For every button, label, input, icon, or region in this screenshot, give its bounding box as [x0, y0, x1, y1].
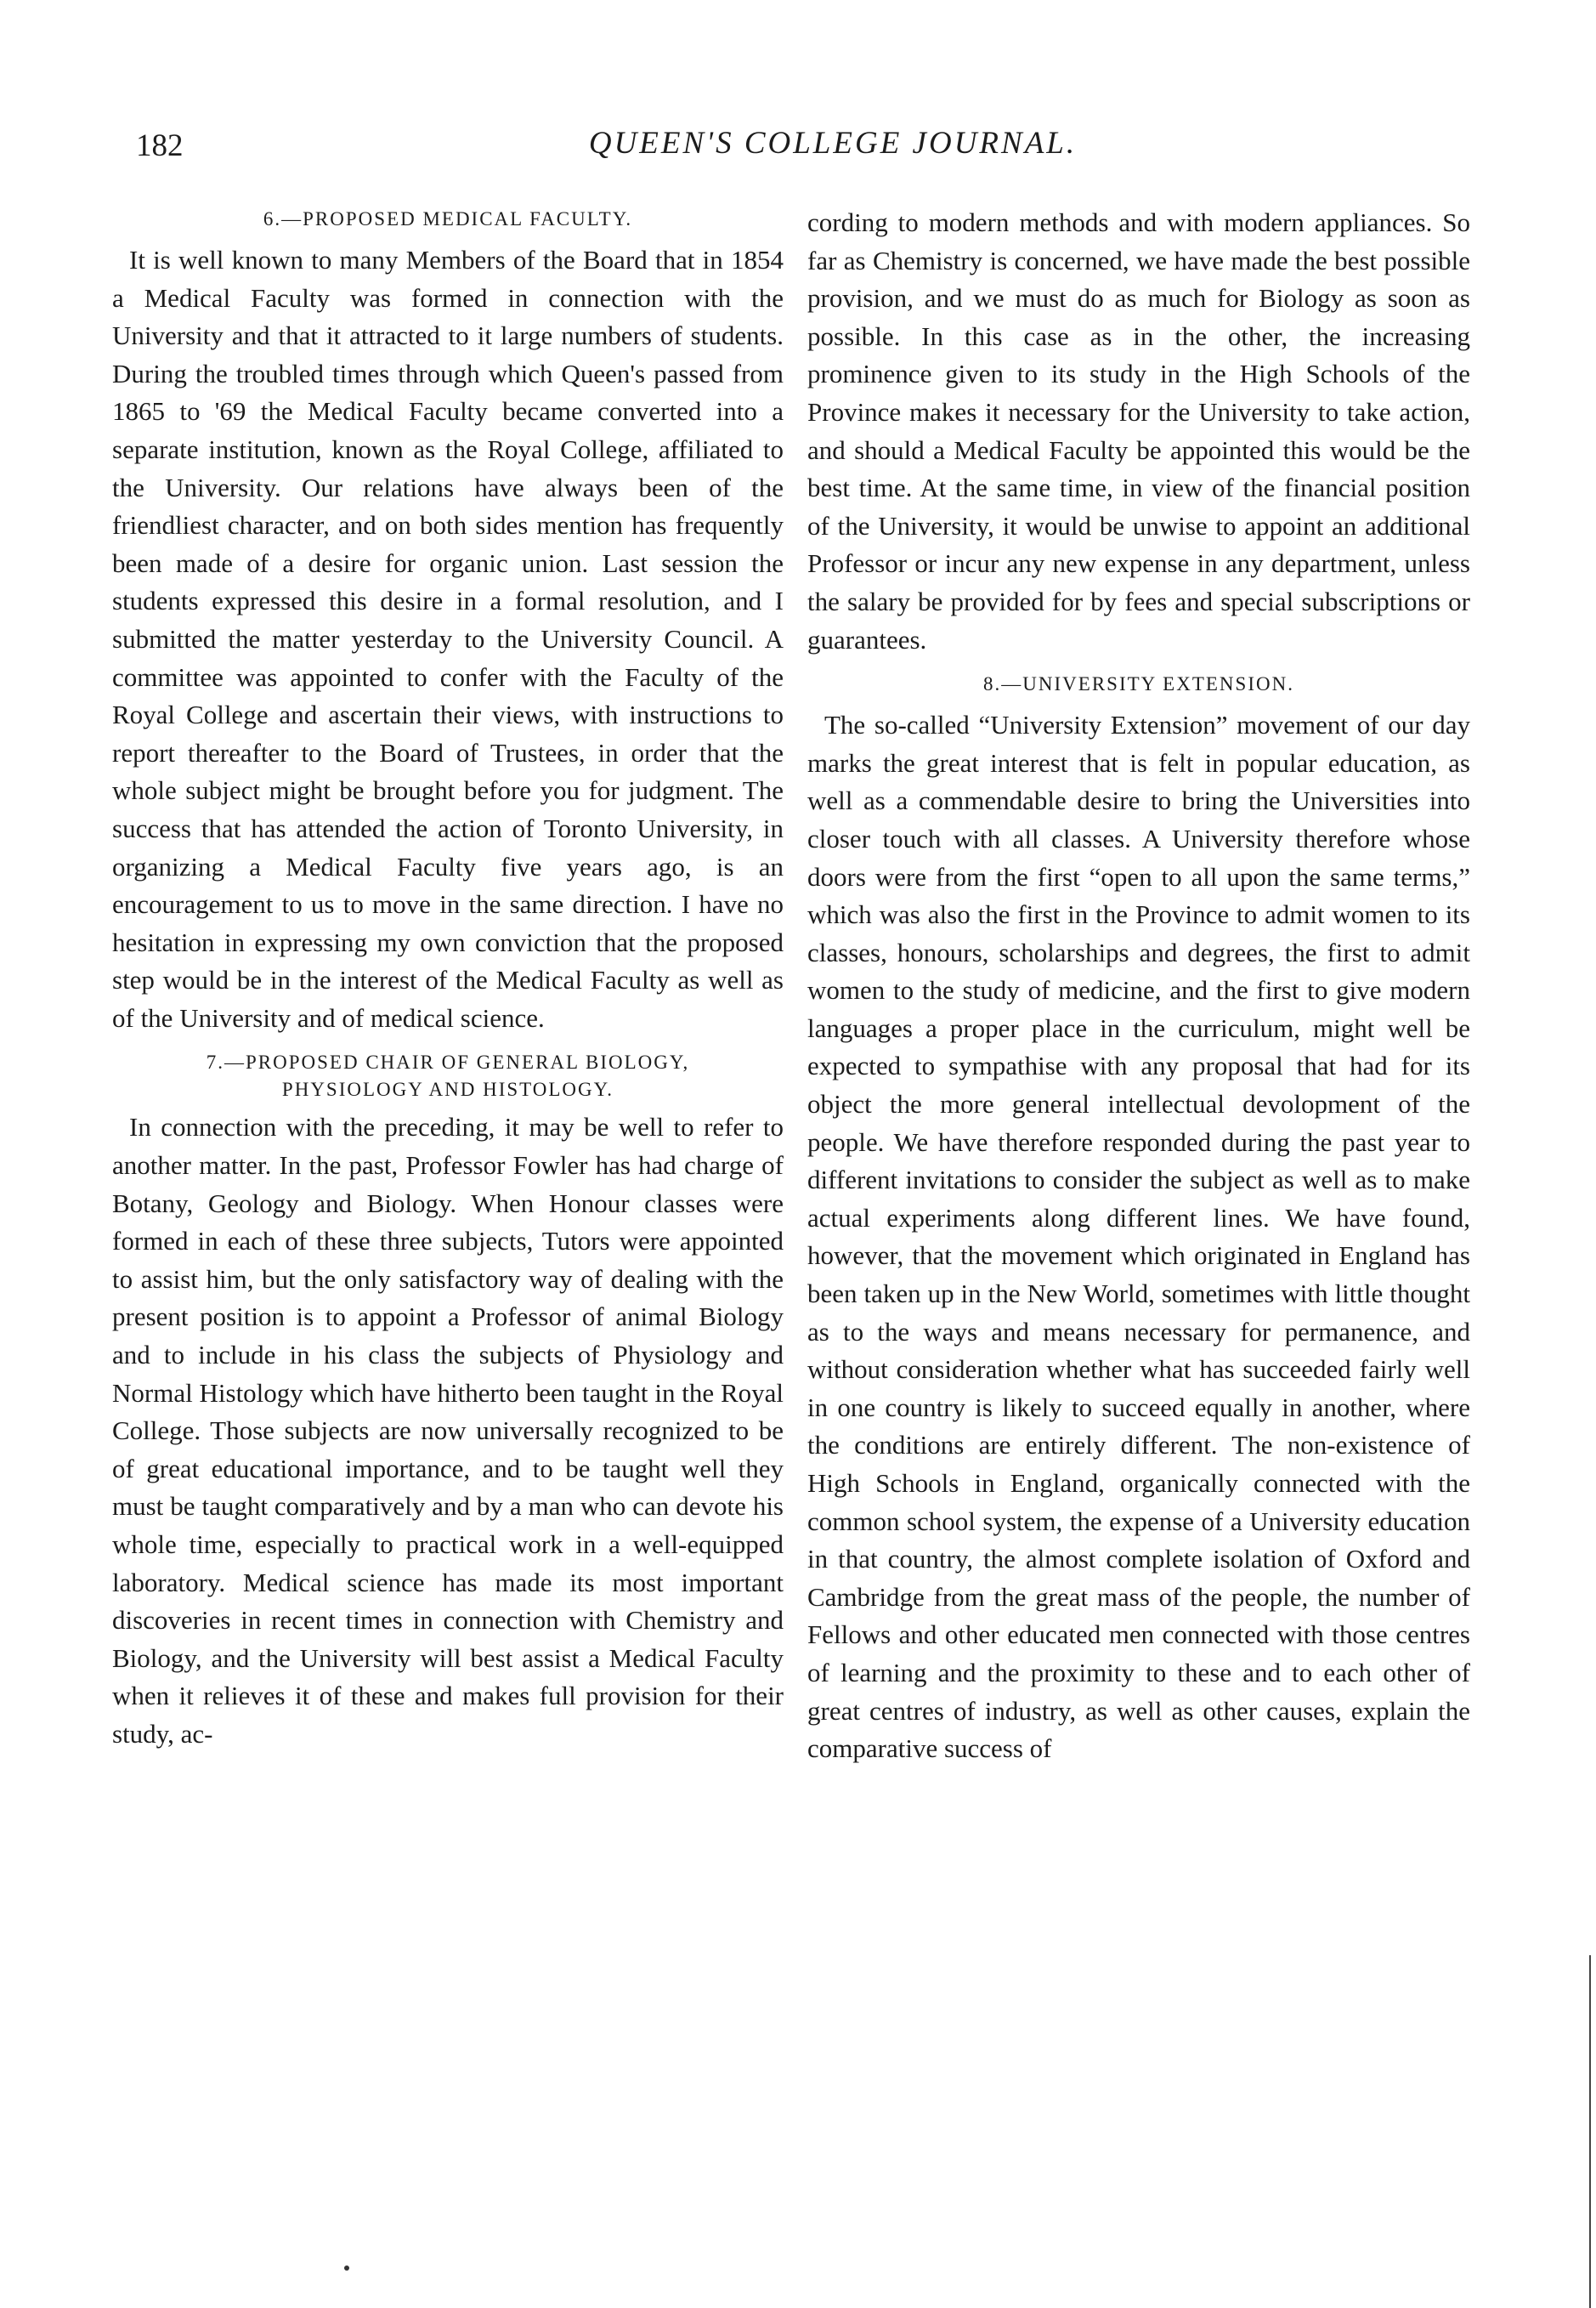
scan-edge-line: [1589, 1955, 1596, 2308]
ink-dot: [344, 2265, 349, 2271]
paragraph-medical-faculty: It is well known to many Members of the Board that in 1854 a Medical Faculty was formed in connection with the University and that it attracted to it large numbers of students. During the troubled times through which Queen's passed from 1865 to '69 the Medical Faculty became converted into a separate institution, known as the Royal College, affiliated to the University. Our relations have always been of the friendliest character, and on both sides mention has frequently been made of a desire for organic union. Last session the students expressed this desire in a formal resolution, and I submitted the matter yesterday to the University Council. A committee was appointed to confer with the Faculty of the Royal College and ascertain their views, with instructions to report thereafter to the Board of Trustees, in order that the whole subject might be brought before you for judgment. The success that has attended the action of Toronto University, in organizing a Medical Faculty five years ago, is an encouragement to us to move in the same direction. I have no hesitation in expressing my own conviction that the proposed step would be in the interest of the Medical Faculty as well as of the University and of medical science.: [112, 245, 784, 1033]
section-heading-biology-chair-line1: 7.—PROPOSED CHAIR OF GENERAL BIOLOGY,: [206, 1052, 690, 1074]
paragraph-university-extension: The so-called “University Extension” movement of our day marks the great interest that is felt in popular education, as well as a commendable desire to bring the Universities into closer touch with all classes. A University therefore whose doors were from the first “open to all upon the same terms,” which was also the first in the Province to admit women to its classes, honours, scholarships and degrees, the first to admit women to the study of medicine, and the first to give modern languages a proper place in the curriculum, might well be expected to sympathise with any proposal that had for its object the more general intellectual devolopment of the people. We have therefore responded during the past year to different invitations to consider the subject as well as to make actual experiments along different lines. We have found, however, that the movement which originated in England has been taken up in the New World, sometimes with little thought as to the ways and means necessary for permanence, and without consideration whether what has succeeded fairly well in one country is likely to succeed equally in another, where the conditions are entirely different. The non-existence of High Schools in England, organically connected with the common school system, the expense of a University education in that country, the almost complete isolation of Oxford and Cambridge from the great mass of the people, the number of Fellows and other educated men connected with those centres of learning and the proximity to these and to each other of great centres of industry, as well as other causes, explain the comparative success of: [807, 710, 1470, 1764]
right-column: [807, 204, 1470, 2244]
section-heading-biology-chair-line2: PHYSIOLOGY AND HISTOLOGY.: [281, 1079, 614, 1101]
left-column: [112, 204, 784, 2244]
section-heading-medical-faculty: 6.—PROPOSED MEDICAL FACULTY.: [263, 208, 633, 230]
paragraph-biology-chair: In connection with the preceding, it may be well to refer to another matter. In the past, Professor Fowler has had charge of Botany, Geology and Biology. When Honour classes were formed in each of these three subjects, Tutors were appointed to assist him, but the only satisfactory way of dealing with the present position is to appoint a Professor of animal Biology and to include in his class the subjects of Physiology and Normal Histology which have hitherto been taught in the Royal College. Those subjects are now universally recognized to be of great educational importance, and to be taught well they must be taught comparatively and by a man who can devote his whole time, especially to practical work in a well-equipped laboratory. Medical science has made its most important discoveries in recent times in connection with Chemistry and Biology, and the University will best assist a Medical Faculty when it relieves it of these and makes full provision for their study, ac-: [112, 1112, 784, 1749]
page-number: 182: [136, 128, 184, 163]
running-title: QUEEN'S COLLEGE JOURNAL.: [588, 126, 1078, 161]
paragraph-biology-chair-continued: cording to modern methods and with modern appliances. So far as Chemistry is concerned, we have made the best possible provision, and we must do as much for Biology as soon as possible. In this case as in the other, the increasing prominence given to its study in the High Schools of the Province makes it necessary for the University to take action, and should a Medical Faculty be appointed this would be the best time. At the same time, in view of the financial position of the University, it would be unwise to appoint an additional Professor or incur any new expense in any department, unless the salary be provided for by fees and special subscriptions or guarantees.: [807, 207, 1470, 655]
section-heading-university-extension: 8.—UNIVERSITY EXTENSION.: [983, 673, 1294, 695]
section-heading-biology-chair: [112, 1049, 784, 1103]
